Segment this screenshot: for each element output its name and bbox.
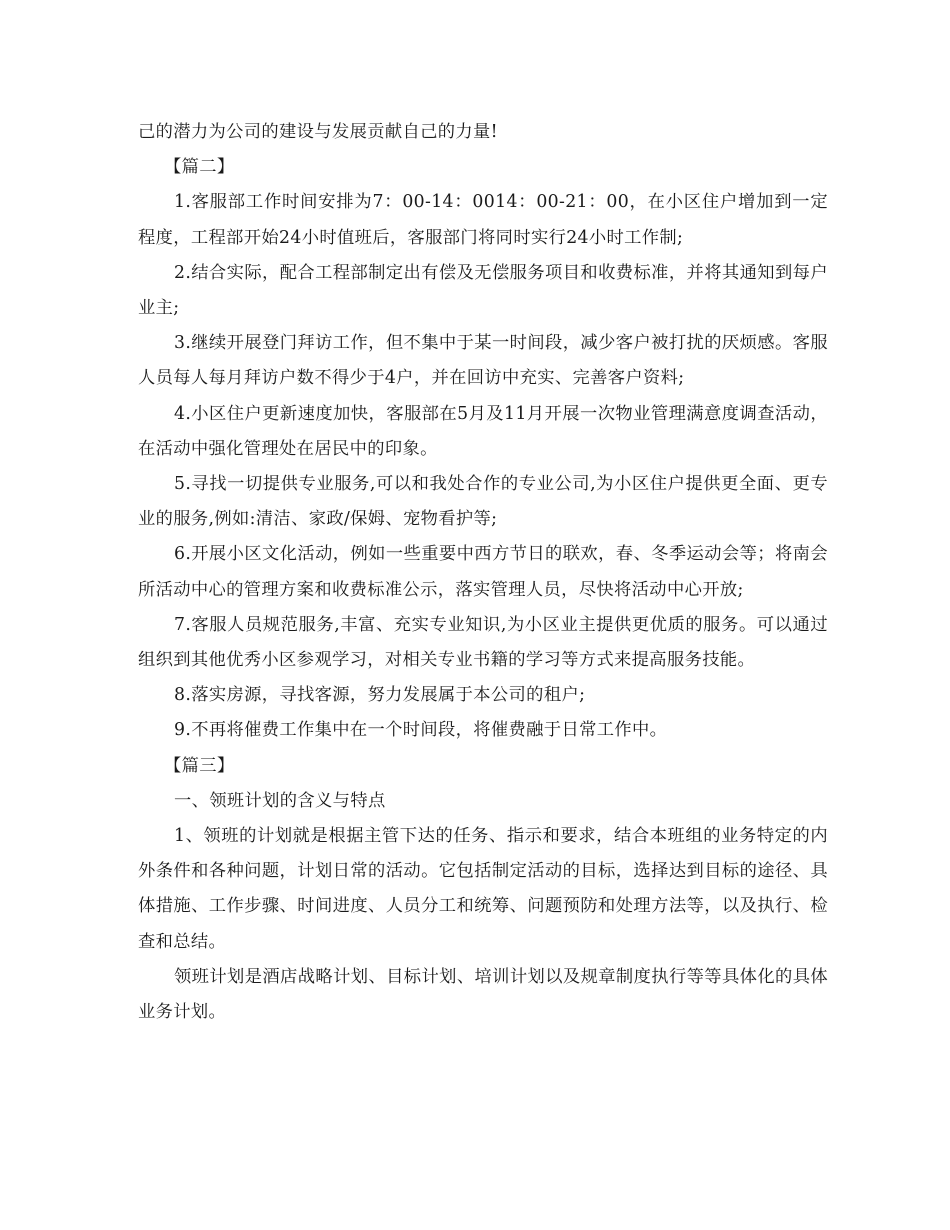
section-heading-part-three: 【篇三】 xyxy=(164,755,235,776)
section-heading-part-two: 【篇二】 xyxy=(164,157,235,178)
paragraph-item-5: 5.寻找一切提供专业服务,可以和我处合作的专业公司,为小区住户提供更全面、更专业的服务,例如:清洁、家政/保姆、宠物看护等; xyxy=(138,474,828,530)
paragraph-item-7: 7.客服人员规范服务,丰富、充实专业知识,为小区业主提供更优质的服务。可以通过组织到其他优秀小区参观学习，对相关专业书籍的学习等方式来提高服务技能。 xyxy=(138,614,828,671)
paragraph-item-9: 9.不再将催费工作集中在一个时间段，将催费融于日常工作中。 xyxy=(174,720,668,741)
paragraph-item-4: 4.小区住户更新速度加快，客服部在5月及11月开展一次物业管理满意度调查活动，在活动中强化管理处在居民中的印象。 xyxy=(138,403,828,459)
paragraph-item-2: 2.结合实际，配合工程部制定出有偿及无偿服务项目和收费标准，并将其通知到每户业主; xyxy=(138,262,828,319)
document-body xyxy=(138,115,828,1030)
paragraph-plan-summary: 领班计划是酒店战略计划、目标计划、培训计划以及规章制度执行等等具体化的具体业务计划。 xyxy=(138,966,828,1023)
paragraph-item-3: 3.继续开展登门拜访工作，但不集中于某一时间段，减少客户被打扰的厌烦感。客服人员每人每月拜访户数不得少于4户，并在回访中充实、完善客户资料; xyxy=(138,333,828,389)
paragraph-item-8: 8.落实房源，寻找客源，努力发展属于本公司的租户; xyxy=(174,685,586,706)
paragraph-item-1: 1.客服部工作时间安排为7：00-14：0014：00-21：00，在小区住户增加到一定程度，工程部开始24小时值班后，客服部门将同时实行24小时工作制; xyxy=(138,192,828,248)
paragraph-continuation: 己的潜力为公司的建设与发展贡献自己的力量! xyxy=(138,122,498,142)
subsection-title: 一、领班计划的含义与特点 xyxy=(174,790,386,811)
paragraph-item-6: 6.开展小区文化活动，例如一些重要中西方节日的联欢，春、冬季运动会等；将南会所活动中心的管理方案和收费标准公示，落实管理人员，尽快将活动中心开放; xyxy=(138,544,828,600)
paragraph-definition: 1、领班的计划就是根据主管下达的任务、指示和要求，结合本班组的业务特定的内外条件和各种问题，计划日常的活动。它包括制定活动的目标，选择达到目标的途径、具体措施、工作步骤、时间进度、人员分工和统筹、问题预防和处理方法等，以及执行、检查和总结。 xyxy=(138,826,828,952)
